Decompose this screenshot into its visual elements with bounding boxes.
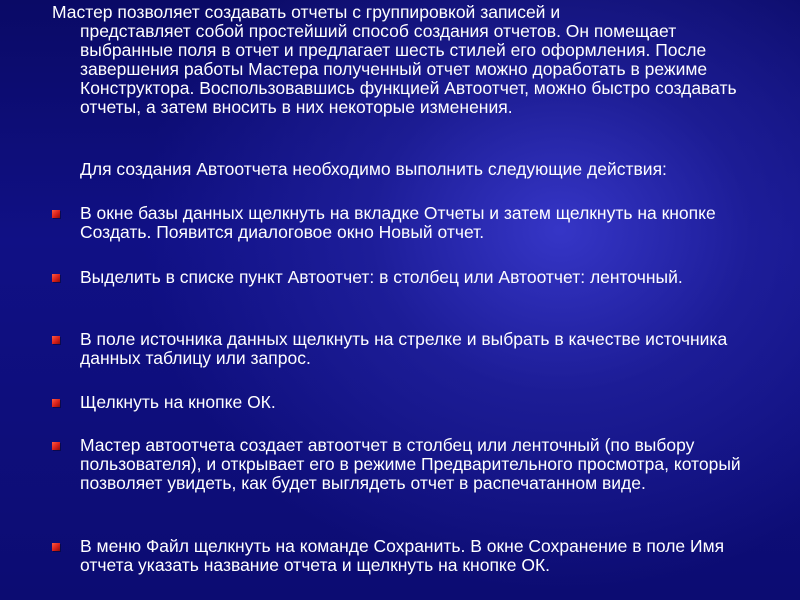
- red-square-bullet-icon: [52, 543, 60, 551]
- step-text: Мастер автоотчета создает автоотчет в столбец или ленточный (по выбору пользователя), и открывает его в режиме Предварительного просмотра, который позволяет увидеть, как будет выглядеть отчет в распечатанном виде.: [80, 435, 741, 493]
- intro-first-line: Мастер позволяет создавать отчеты с группировкой записей и: [52, 2, 561, 22]
- step-text: Щелкнуть на кнопке ОК.: [80, 392, 276, 412]
- step-text: Выделить в списке пункт Автоотчет: в столбец или Автоотчет: ленточный.: [80, 267, 683, 287]
- step-text: В окне базы данных щелкнуть на вкладке Отчеты и затем щелкнуть на кнопке Создать. Появится диалоговое окно Новый отчет.: [80, 203, 716, 242]
- step-text: В меню Файл щелкнуть на команде Сохранить. В окне Сохранение в поле Имя отчета указать название отчета и щелкнуть на кнопке ОК.: [80, 536, 725, 575]
- step-text: В поле источника данных щелкнуть на стрелке и выбрать в качестве источника данных таблицу или запрос.: [80, 329, 728, 368]
- red-square-bullet-icon: [52, 336, 60, 344]
- red-square-bullet-icon: [52, 274, 60, 282]
- red-square-bullet-icon: [52, 210, 60, 218]
- red-square-bullet-icon: [52, 399, 60, 407]
- red-square-bullet-icon: [52, 442, 60, 450]
- intro-rest: представляет собой простейший способ создания отчетов. Он помещает выбранные поля в отчет и предлагает шесть стилей его оформления. После завершения работы Мастера полученный отчет можно доработать в режиме Конструктора. Воспользовавшись функцией Автоотчет, можно быстро создавать отчеты, а затем вносить в них некоторые изменения.: [80, 21, 737, 117]
- lead-sentence: Для создания Автоотчета необходимо выполнить следующие действия:: [80, 159, 667, 179]
